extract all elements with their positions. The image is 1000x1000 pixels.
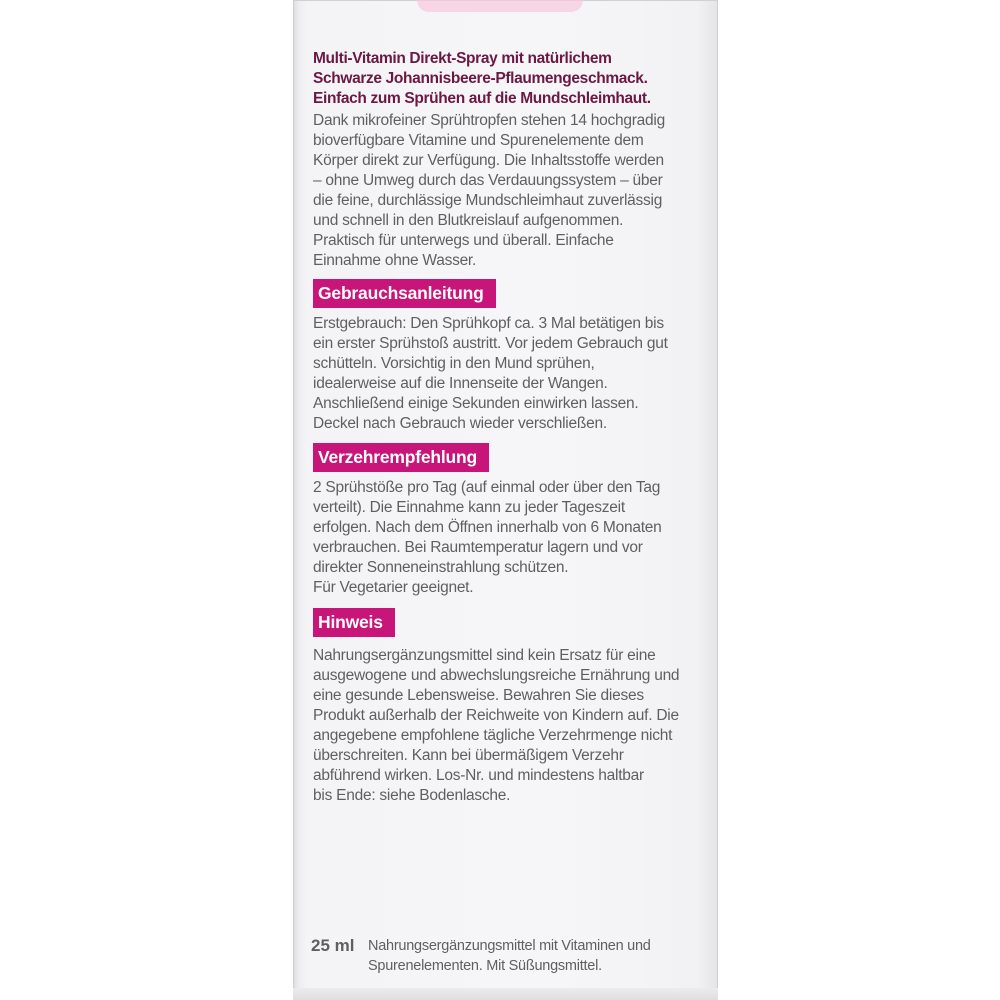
volume-label: 25 ml xyxy=(311,936,355,955)
section-label-usage: Gebrauchsanleitung xyxy=(313,279,496,308)
product-description: Dank mikrofeiner Sprühtropfen stehen 14 hochgradig bioverfügbare Vitamine und Spurenelemente dem Körper direkt zur Verfügung. Die Inhaltsstoffe werden – ohne Umweg durch das Verdauungssystem – über die feine, durchlässige Mundschleimhaut zuverlässig und schnell in den Blutkreislauf aufgenommen. Praktisch für unterwegs und überall. Einfache Einnahme ohne Wasser. xyxy=(313,112,665,269)
box-bottom-edge xyxy=(293,988,718,1000)
section-note xyxy=(313,608,698,806)
box-footer xyxy=(311,936,711,976)
section-label-note: Hinweis xyxy=(313,608,395,637)
section-label-dosage: Verzehrempfehlung xyxy=(313,443,489,472)
product-headline: Multi-Vitamin Direkt-Spray mit natürlichem Schwarze Johannisbeere-Pflaumengeschmack. Einfach zum Sprühen auf die Mundschleimhaut. xyxy=(313,50,651,107)
section-usage xyxy=(313,279,698,434)
box-top-flap xyxy=(417,0,583,12)
section-text-usage: Erstgebrauch: Den Sprühkopf ca. 3 Mal betätigen bis ein erster Sprühstoß austritt. Vor jedem Gebrauch gut schütteln. Vorsichtig in den Mund sprühen, idealerweise auf die Innenseite der Wangen. Anschließend einige Sekunden einwirken lassen. Deckel nach Gebrauch wieder verschließen. xyxy=(313,315,668,432)
section-dosage xyxy=(313,443,698,598)
footer-text: Nahrungsergänzungsmittel mit Vitaminen und Spurenelementen. Mit Süßungsmittel. xyxy=(368,938,651,974)
section-text-dosage: 2 Sprühstöße pro Tag (auf einmal oder über den Tag verteilt). Die Einnahme kann zu jeder Tageszeit erfolgen. Nach dem Öffnen innerhalb von 6 Monaten verbrauchen. Bei Raumtemperatur lagern und vor direkter Sonneneinstrahlung schützen. Für Vegetarier geeignet. xyxy=(313,479,662,596)
section-text-note: Nahrungsergänzungsmittel sind kein Ersatz für eine ausgewogene und abwechslungsreiche Ernährung und eine gesunde Lebensweise. Bewahren Sie dieses Produkt außerhalb der Reichweite von Kindern auf. Die angegebene empfohlene tägliche Verzehrmenge nicht überschreiten. Kann bei übermäßigem Verzehr abführend wirken. Los-Nr. und mindestens haltbar bis Ende: siehe Bodenlasche. xyxy=(313,647,680,804)
box-back-label xyxy=(313,49,698,806)
